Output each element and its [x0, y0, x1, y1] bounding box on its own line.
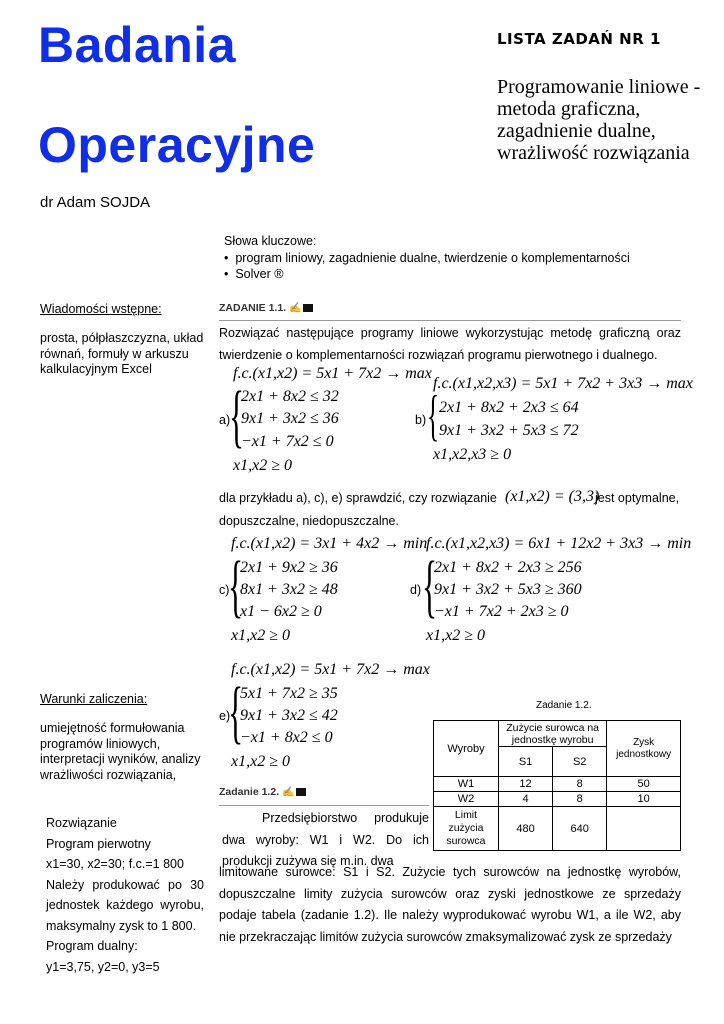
solution-title: Rozwiązanie	[46, 816, 117, 830]
solution-box	[46, 813, 204, 977]
solution-dual: Program dualny:	[46, 939, 138, 953]
eq-e-c1: 5x1 + 7x2 ≥ 35	[240, 685, 338, 702]
task-1-2-text-part1: Przedsiębiorstwo produkuje dwa wyroby: W1 i W2. Do ich produkcji zużywa się m.in. dwa	[222, 811, 429, 868]
brace: {	[229, 378, 245, 455]
eq-c-c1: 2x1 + 9x2 ≥ 36	[240, 559, 338, 576]
eq-c-c2: 8x1 + 3x2 ≥ 48	[240, 581, 338, 598]
keywords-label: Słowa kluczowe:	[224, 234, 317, 248]
check-point: (x1,x2) = (3,3)	[505, 488, 600, 505]
divider	[219, 320, 681, 321]
solution-note: Należy produkować po 30 jednostek każdego wyrobu, maksymalny zysk to 1 800.	[46, 877, 204, 933]
label-a: a)	[219, 413, 231, 427]
eq-d-nn: x1,x2 ≥ 0	[426, 627, 485, 644]
check-text-a: dla przykładu a), c), e) sprawdzić, czy rozwiązanie	[219, 491, 497, 505]
eq-b-nn: x1,x2,x3 ≥ 0	[433, 446, 512, 463]
header-s1: S1	[498, 747, 552, 777]
eq-e-c3: −x1 + 8x2 ≤ 0	[240, 729, 333, 746]
brace: {	[427, 385, 440, 447]
eq-c-objective: f.c.(x1,x2) = 3x1 + 4x2 → min	[231, 535, 428, 552]
divider	[219, 805, 429, 806]
keyword-item: • Solver ®	[224, 267, 284, 281]
eq-d-c1: 2x1 + 8x2 + 2x3 ≥ 256	[434, 559, 582, 576]
task-1-1-intro: Rozwiązać następujące programy liniowe wykorzystując metodę graficzną oraz twierdzenie o komplementarności rozwiązań programu pierwotnego i dualnego.	[219, 326, 681, 362]
brace: {	[228, 674, 244, 751]
conditions-title: Warunki zaliczenia:	[40, 692, 148, 706]
prereq-text: prosta, półpłaszczyzna, układ równań, formuły w arkuszu kalkulacyjnym Excel	[40, 331, 204, 376]
table-row: Limit zużycia surowca 480 640	[434, 807, 681, 851]
header-s2: S2	[553, 747, 607, 777]
conditions-text: umiejętność formułowania programów liniowych, interpretacji wyników, analizy wrażliwości rozwiązania,	[40, 721, 201, 782]
brace: {	[422, 548, 438, 625]
task-1-1-heading: ZADANIE 1.1. ✍	[219, 302, 313, 314]
eq-d-c3: −x1 + 7x2 + 2x3 ≥ 0	[434, 603, 569, 620]
eq-e-c2: 9x1 + 3x2 ≤ 42	[240, 707, 338, 724]
prereq-title: Wiadomości wstępne:	[40, 302, 162, 316]
solution-primal: Program pierwotny	[46, 836, 151, 851]
data-table	[433, 720, 681, 851]
subtitle: Programowanie liniowe - metoda graficzna, zagadnienie dualne, wrażliwość rozwiązania	[497, 76, 701, 164]
eq-d-objective: f.c.(x1,x2,x3) = 6x1 + 12x2 + 3x3 → min	[426, 535, 692, 552]
eq-d-c2: 9x1 + 3x2 + 5x3 ≥ 360	[434, 581, 582, 598]
brace: {	[228, 548, 244, 625]
eq-a-c2: 9x1 + 3x2 ≤ 36	[241, 410, 339, 427]
table-row: W1 12 8 50	[434, 777, 681, 792]
computer-icon	[303, 304, 313, 312]
list-label: LISTA ZADAŃ NR 1	[497, 30, 661, 48]
title-line-2: Operacyjne	[38, 117, 316, 173]
eq-e-objective: f.c.(x1,x2) = 5x1 + 7x2 → max	[231, 661, 430, 678]
header-usage: Zużycie surowca na jednostkę wyrobu	[498, 721, 606, 747]
computer-icon	[296, 788, 306, 796]
eq-b-c1: 2x1 + 8x2 + 2x3 ≤ 64	[439, 399, 579, 416]
header-profit: Zysk jednostkowy	[607, 721, 681, 777]
table-caption: Zadanie 1.2.	[536, 700, 592, 711]
keyword-item: • program liniowy, zagadnienie dualne, twierdzenie o komplementarności	[224, 251, 630, 265]
task-1-2-heading: Zadanie 1.2. ✍	[219, 786, 306, 798]
solution-dual-values: y1=3,75, y2=0, y3=5	[46, 959, 160, 974]
title-line-1: Badania	[38, 17, 237, 73]
eq-a-c1: 2x1 + 8x2 ≤ 32	[241, 388, 339, 405]
pencil-icon: ✍	[282, 787, 295, 798]
label-b: b)	[415, 413, 427, 427]
check-text-b: jest optymalne,	[595, 491, 680, 505]
table-row: W2 4 8 10	[434, 792, 681, 807]
label-d: d)	[410, 583, 422, 597]
check-text-c: dopuszczalne, niedopuszczalne.	[219, 514, 399, 528]
eq-b-c2: 9x1 + 3x2 + 5x3 ≤ 72	[439, 422, 579, 439]
eq-b-objective: f.c.(x1,x2,x3) = 5x1 + 7x2 + 3x3 → max	[433, 375, 693, 392]
eq-a-c3: −x1 + 7x2 ≤ 0	[241, 433, 334, 450]
eq-e-nn: x1,x2 ≥ 0	[231, 753, 290, 770]
eq-c-c3: x1 − 6x2 ≥ 0	[240, 603, 322, 620]
eq-a-nn: x1,x2 ≥ 0	[233, 457, 292, 474]
author: dr Adam SOJDA	[40, 194, 151, 211]
header-product: Wyroby	[434, 721, 499, 777]
label-e: e)	[219, 709, 231, 723]
solution-primal-values: x1=30, x2=30; f.c.=1 800	[46, 857, 184, 871]
eq-a-objective: f.c.(x1,x2) = 5x1 + 7x2 → max	[233, 365, 432, 382]
task-1-2-text-part2: limitowane surowce: S1 i S2. Zużycie tych surowców na jednostkę wyrobów, dopuszczalne limity zużycia surowców oraz zyski jednostkowe ze sprzedaży podaje tabela (zadanie 1.2). Ile należy wyprodukować wyrobu W1, a ile W2, aby nie przekraczając limitów zużycia surowców zmaksymalizować zysk ze sprzedaży	[219, 865, 681, 944]
label-c: c)	[219, 583, 230, 597]
pencil-icon: ✍	[289, 303, 302, 314]
eq-c-nn: x1,x2 ≥ 0	[231, 627, 290, 644]
